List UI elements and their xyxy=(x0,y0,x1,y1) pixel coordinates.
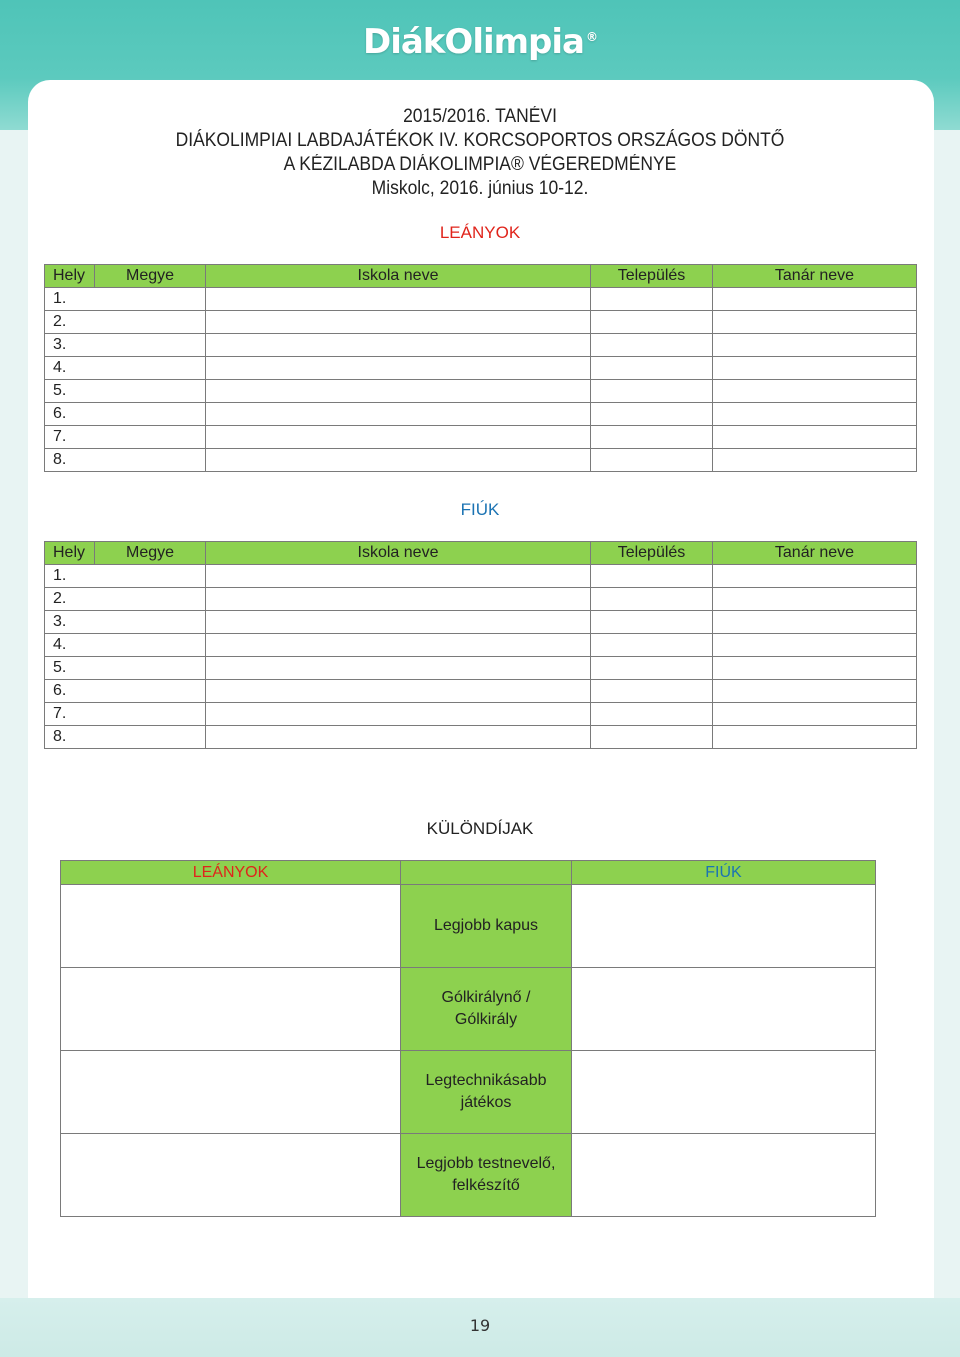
town-cell xyxy=(591,611,713,634)
place-cell: 8. xyxy=(45,449,95,472)
place-cell: 7. xyxy=(45,426,95,449)
teacher-cell xyxy=(713,726,917,749)
header-line-1: 2015/2016. TANÉVI xyxy=(403,106,557,127)
county-cell xyxy=(95,449,206,472)
school-cell xyxy=(206,634,591,657)
county-cell xyxy=(95,403,206,426)
town-cell xyxy=(591,334,713,357)
school-cell xyxy=(206,334,591,357)
county-cell xyxy=(95,380,206,403)
table-row xyxy=(45,657,917,680)
town-cell xyxy=(591,357,713,380)
place-cell: 3. xyxy=(45,611,95,634)
col-iskola-neve: Iskola neve xyxy=(206,542,591,565)
county-cell xyxy=(95,311,206,334)
award-girls-cell xyxy=(61,968,401,1051)
place-cell: 2. xyxy=(45,311,95,334)
county-cell xyxy=(95,334,206,357)
town-cell xyxy=(591,657,713,680)
teacher-cell xyxy=(713,657,917,680)
table-row xyxy=(45,449,917,472)
town-cell xyxy=(591,449,713,472)
place-cell: 6. xyxy=(45,403,95,426)
table-row xyxy=(45,403,917,426)
teacher-cell xyxy=(713,380,917,403)
school-cell xyxy=(206,403,591,426)
county-cell xyxy=(95,588,206,611)
col-megye: Megye xyxy=(95,265,206,288)
boys-results-table xyxy=(44,541,917,749)
teacher-cell xyxy=(713,634,917,657)
place-cell: 8. xyxy=(45,726,95,749)
school-cell xyxy=(206,449,591,472)
school-cell xyxy=(206,380,591,403)
award-row xyxy=(61,885,876,968)
table-row xyxy=(45,334,917,357)
county-cell xyxy=(95,703,206,726)
place-cell: 4. xyxy=(45,357,95,380)
town-cell xyxy=(591,703,713,726)
table-row xyxy=(45,634,917,657)
girls-section-label: LEÁNYOK xyxy=(439,223,521,242)
award-boys-cell xyxy=(572,968,876,1051)
award-boys-cell xyxy=(572,885,876,968)
award-row xyxy=(61,968,876,1051)
awards-header-row xyxy=(61,861,876,885)
table-row xyxy=(45,357,917,380)
school-cell xyxy=(206,726,591,749)
county-cell xyxy=(95,611,206,634)
award-girls-cell xyxy=(61,1051,401,1134)
award-category-line: Gólkirály xyxy=(454,1011,518,1028)
town-cell xyxy=(591,380,713,403)
table-row xyxy=(45,311,917,334)
place-cell: 6. xyxy=(45,680,95,703)
col-telepules: Település xyxy=(591,542,713,565)
award-row xyxy=(61,1134,876,1217)
teacher-cell xyxy=(713,357,917,380)
school-cell xyxy=(206,426,591,449)
school-cell xyxy=(206,680,591,703)
award-girls-cell xyxy=(61,885,401,968)
school-cell xyxy=(206,657,591,680)
award-girls-cell xyxy=(61,1134,401,1217)
award-category-line: Gólkirálynő / xyxy=(441,989,531,1006)
teacher-cell xyxy=(713,334,917,357)
place-cell: 2. xyxy=(45,588,95,611)
award-row xyxy=(61,1051,876,1134)
teacher-cell xyxy=(713,426,917,449)
page-number: 19 xyxy=(469,1316,491,1335)
teacher-cell xyxy=(713,311,917,334)
town-cell xyxy=(591,634,713,657)
teacher-cell xyxy=(713,680,917,703)
town-cell xyxy=(591,311,713,334)
town-cell xyxy=(591,680,713,703)
teacher-cell xyxy=(713,611,917,634)
award-boys-cell xyxy=(572,1134,876,1217)
county-cell xyxy=(95,680,206,703)
diakolimpia-logo: DiákOlimpia ® xyxy=(362,22,597,62)
school-cell xyxy=(206,565,591,588)
header-line-4: Miskolc, 2016. június 10-12. xyxy=(371,178,589,199)
table-row xyxy=(45,703,917,726)
award-category xyxy=(401,885,572,968)
teacher-cell xyxy=(713,565,917,588)
school-cell xyxy=(206,357,591,380)
teacher-cell xyxy=(713,403,917,426)
school-cell xyxy=(206,703,591,726)
school-cell xyxy=(206,588,591,611)
col-megye: Megye xyxy=(95,542,206,565)
place-cell: 1. xyxy=(45,565,95,588)
town-cell xyxy=(591,588,713,611)
awards-girls-label: LEÁNYOK xyxy=(61,861,401,885)
table-header-row xyxy=(45,542,917,565)
award-category-line: Legjobb kapus xyxy=(433,917,539,934)
school-cell xyxy=(206,311,591,334)
town-cell xyxy=(591,565,713,588)
county-cell xyxy=(95,357,206,380)
boys-section-label: FIÚK xyxy=(460,500,500,519)
header-line-3: A KÉZILABDA DIÁKOLIMPIA® VÉGEREDMÉNYE xyxy=(283,154,677,175)
county-cell xyxy=(95,726,206,749)
place-cell: 4. xyxy=(45,634,95,657)
place-cell: 5. xyxy=(45,657,95,680)
place-cell: 1. xyxy=(45,288,95,311)
teacher-cell xyxy=(713,703,917,726)
award-category-line: felkészítő xyxy=(452,1177,520,1194)
girls-results-table xyxy=(44,264,917,472)
school-cell xyxy=(206,611,591,634)
col-hely: Hely xyxy=(45,265,95,288)
teacher-cell xyxy=(713,288,917,311)
town-cell xyxy=(591,288,713,311)
county-cell xyxy=(95,426,206,449)
table-row xyxy=(45,426,917,449)
table-row xyxy=(45,380,917,403)
county-cell xyxy=(95,657,206,680)
col-hely: Hely xyxy=(45,542,95,565)
col-telepules: Település xyxy=(591,265,713,288)
table-row xyxy=(45,288,917,311)
col-iskola-neve: Iskola neve xyxy=(206,265,591,288)
place-cell: 3. xyxy=(45,334,95,357)
table-row xyxy=(45,680,917,703)
county-cell xyxy=(95,634,206,657)
town-cell xyxy=(591,426,713,449)
award-category xyxy=(401,968,572,1051)
town-cell xyxy=(591,403,713,426)
table-row xyxy=(45,726,917,749)
award-boys-cell xyxy=(572,1051,876,1134)
awards-header-blank xyxy=(401,861,572,885)
col-tanar-neve: Tanár neve xyxy=(713,542,917,565)
county-cell xyxy=(95,565,206,588)
teacher-cell xyxy=(713,449,917,472)
award-category xyxy=(401,1051,572,1134)
special-awards-table xyxy=(60,860,876,1217)
table-row xyxy=(45,611,917,634)
place-cell: 5. xyxy=(45,380,95,403)
special-awards-title: KÜLÖNDÍJAK xyxy=(426,819,534,838)
town-cell xyxy=(591,726,713,749)
header-line-2: DIÁKOLIMPIAI LABDAJÁTÉKOK IV. KORCSOPORTOS ORSZÁGOS DÖNTŐ xyxy=(175,130,785,151)
award-category-line: Legtechnikásabb xyxy=(425,1072,547,1089)
table-row xyxy=(45,565,917,588)
col-tanar-neve: Tanár neve xyxy=(713,265,917,288)
award-category-line: Legjobb testnevelő, xyxy=(416,1155,556,1172)
teacher-cell xyxy=(713,588,917,611)
awards-boys-label: FIÚK xyxy=(572,861,876,885)
county-cell xyxy=(95,288,206,311)
table-row xyxy=(45,588,917,611)
place-cell: 7. xyxy=(45,703,95,726)
award-category-line: játékos xyxy=(460,1094,512,1111)
award-category xyxy=(401,1134,572,1217)
school-cell xyxy=(206,288,591,311)
table-header-row xyxy=(45,265,917,288)
